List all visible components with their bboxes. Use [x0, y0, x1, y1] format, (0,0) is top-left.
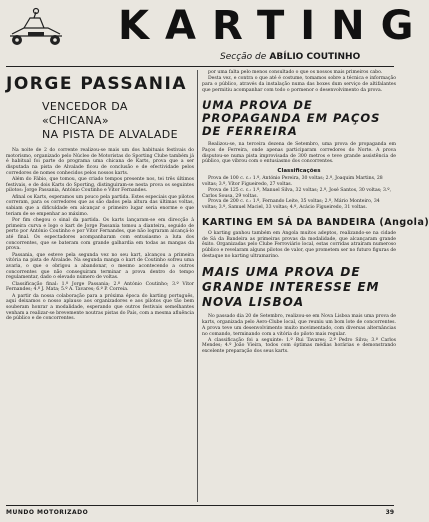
- paragraph: Passania, que esteve pela segunda vez no seu kart, alcançou a primeira vitória na pista de Alvalade. Na segunda manga o kart de Coutinho sofreu uma avaria, o que o obrigou a abandonar, o mesmo acontecendo a outros concorrentes que não conseguiram terminar a prova dentro do tempo regulamentar, dado o elevado número de voltas.: [6, 252, 194, 281]
- left-column: [6, 70, 194, 502]
- footer-magazine-name: MUNDO MOTORIZADO: [6, 509, 89, 516]
- subtitle-line-2: NA PISTA DE ALVALADE: [42, 128, 179, 141]
- article-title: JORGE PASSANIA: [6, 74, 187, 94]
- header-rule: [6, 66, 394, 67]
- paragraph: Na noite de 2 do corrente realizou-se mais um dos habituais festivais do motorismo, organizado pelo Núcleo de Motoristas do Sporting Clube também já é habitual foi parte do programa uma chicana de Karts, prova que a ser disputada na pista de Alvalade ficou de conclusão e de efectividade pelos corredores de nomes conhecidos pelos nossos karts.: [6, 148, 194, 176]
- subtitle-line-1: VENCEDOR DA «CHICANA»: [42, 100, 128, 127]
- paragraph: Além do Fábio, que tomou, que criado tempos presente nos, tei três últimos festivais, e de dois Karts do Sporting, distinguiram-se nesta prova os seguintes pilotos: Jorge Passania, António Coutinho e Vítor Fernandes.: [6, 177, 194, 194]
- classification-heading: Classificações: [277, 168, 321, 175]
- right-column: [202, 70, 429, 502]
- paragraph: A partir da nossa colaboração para a próxima época do karting português, aqui deixamos o nosso aplauso aos organizadores e aos pilotos que tão bem souberam honrar a modalidade, esperando que outros festivais semelhantes venham a realizar-se brevemente noutras pistas do País, com a mesma afluência de público e de concorrentes.: [6, 293, 194, 322]
- author-name: ABÍLIO COUTINHO: [269, 52, 361, 62]
- paragraph: Por fim chegou o sinal da partida. Os karts lançaram-se em direcção à primeira curva e logo o kart de Jorge Passania tomou a dianteira, seguido de perto por António Coutinho e por Vítor Fernandes, que não lograram alcançá-lo até final. Os espectadores acompanharam com entusiasmo a luta dos concorrentes, que se bateram com grande galhardia em todas as mangas da prova.: [6, 217, 194, 252]
- column-divider: [197, 70, 198, 502]
- paragraph: Desta vez, e contra o que até é costume, tomamos sobre a técnica e informação para o público, através da instalação numa das boxes dum serviço de altifalantes que permitiu acompanhar com todo o pormenor o desenvolvimento da prova.: [202, 76, 396, 93]
- lisboa-section-title: MAIS UMA PROVA DE GRANDE INTERESSE EM NOVA LISBOA: [202, 265, 380, 310]
- bandeira-section-title: KARTING EM SÁ DA BANDEIRA (Angola): [202, 216, 429, 228]
- footer-rule: [6, 505, 394, 506]
- ferreira-section-title: UMA PROVA DE PROPAGANDA EM PAÇOS DE FERREIRA: [202, 98, 381, 139]
- classification-line: Prova de 125 c. c.: 1.º, Manuel Silva, 32 voltas; 2.º, José Santos, 30 voltas; 3.º, Carlos Sousa, 29 voltas.: [202, 187, 392, 199]
- page-number: 39: [385, 509, 394, 516]
- paragraph: Realizou-se, na terceira dezena de Setembro, uma prova de propaganda em Paços de Ferreira, onde apenas participaram corredores do Norte. A prova disputou-se numa pista improvisada de 300 metros e teve grande assistência de público, que vibrou com o entusiasmo dos concorrentes.: [202, 142, 396, 165]
- continued-text: por uma falta pelo menos consultado o que os nossos mais primeiros cabo.: [208, 70, 383, 75]
- section-label: Secção de: [220, 52, 267, 62]
- masthead-title: KARTING: [118, 3, 429, 49]
- paragraph: Classificação final: 1.º Jorge Passania; 2.º António Coutinho; 3.º Vítor Fernandes; 4.º J. Mata; 5.º A. Tavares; 6.º P. Correia.: [6, 281, 194, 293]
- article-subtitle: [42, 100, 194, 142]
- paragraph: No passado dia 20 de Setembro, realizou-se em Nova Lisboa mais uma prova de karts, organizada pelo Aero-Clube local, que reuniu um bom lote de concorrentes. A prova teve um desenvolvimento muito movimentado, com diversas alternâncias no comando, terminando com a vitória do piloto mais regular.: [202, 314, 396, 337]
- kart-drawing-icon: [6, 6, 66, 48]
- paragraph: Afinal os Karts, esperamos um pouco pela partida. Estes especiais que pilotos correram, para os corredores que as são dados pela altura das últimas voltas, sabiam que a dificuldade em alcançar o primeiro lugar seria enorme e que teriam de se empenhar ao máximo.: [6, 194, 194, 217]
- paragraph: A classificação foi a seguinte: 1.º Rui Tavares; 2.º Pedro Silva; 3.º Carlos Mendes; 4.º João Vieira, todos com óptimas médias horárias e demonstrando excelente preparação dos seus karts.: [202, 337, 396, 355]
- paragraph: O karting ganhou também em Angola muitos adeptos, realizando-se na cidade de Sá da Bandeira as primeiras provas da modalidade, que alcançaram grande êxito. Organizadas pelo Clube Ferroviário local, estas corridas atraíram numeroso público e revelaram alguns pilotos de valor, que prometem ser no futuro figuras de destaque no karting ultramarino.: [202, 230, 396, 259]
- section-byline: [220, 52, 395, 62]
- classification-line: Prova de 200 c. c.: 1.º, Fernando Leite, 35 voltas; 2.º, Mário Monteiro, 34 voltas; 3.º, Samuel Maciel, 33 voltas; 4.º, Acácio Figueiredo, 31 voltas.: [202, 199, 380, 211]
- classification-line: Prova de 100 c. c.: 1.º, António Pereira, 30 voltas; 2.º, Joaquim Martins, 28 voltas; 3.º, Vítor Figueiredo, 27 voltas.: [202, 176, 383, 187]
